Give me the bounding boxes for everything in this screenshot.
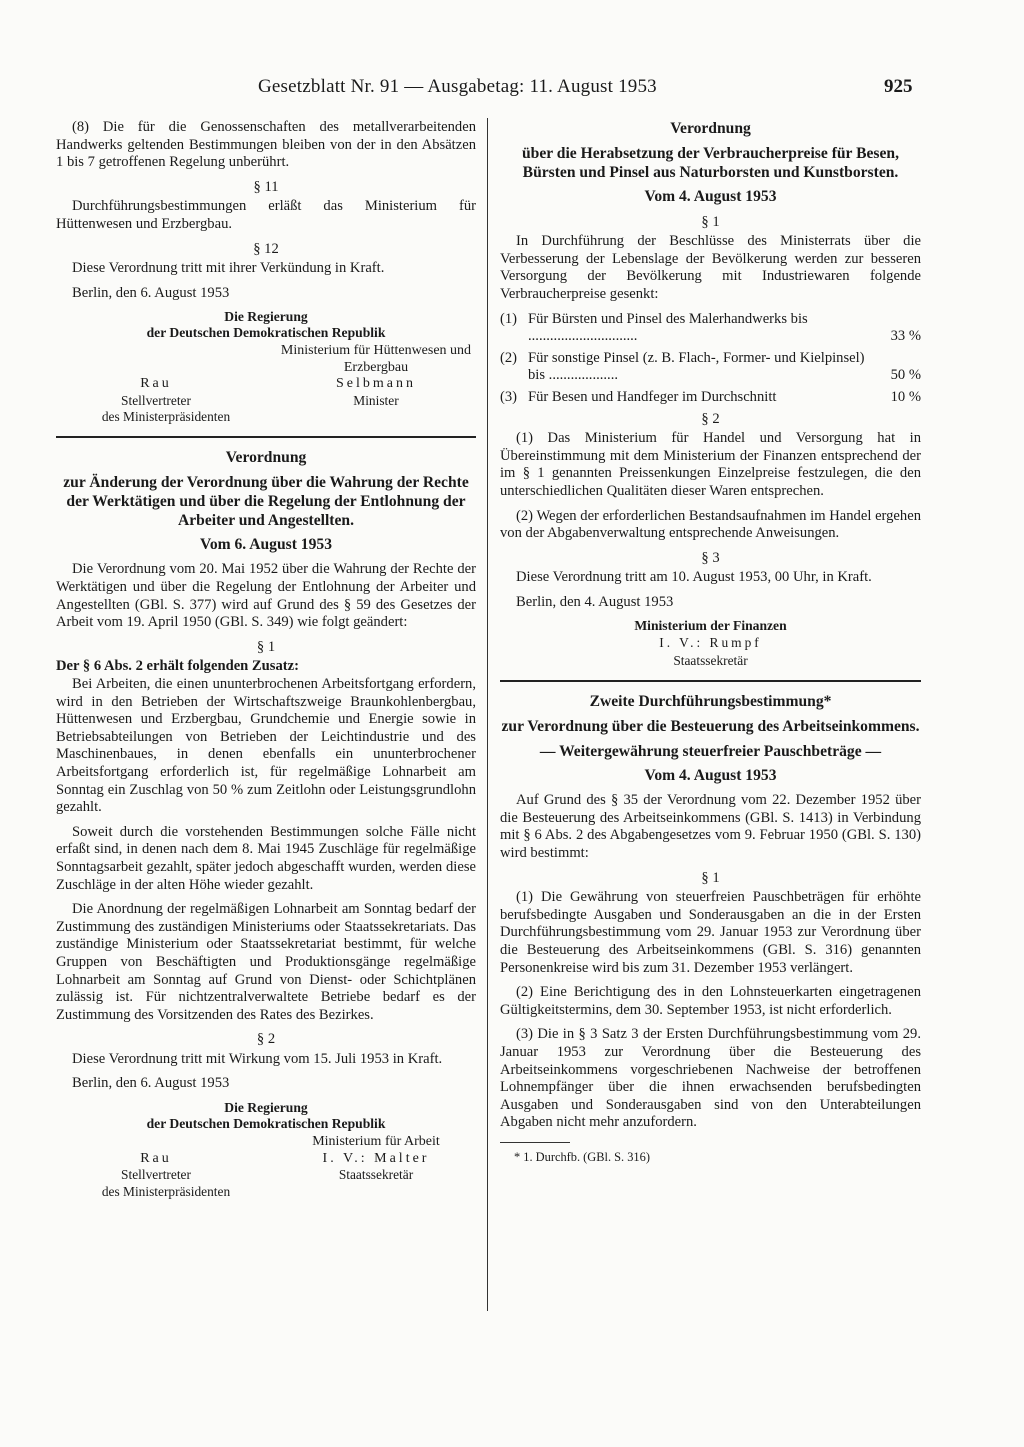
signatory-name-right: I. V.: Malter xyxy=(322,1150,430,1166)
page-number: 925 xyxy=(884,76,913,97)
regulation-date: Vom 4. August 1953 xyxy=(644,766,777,784)
section-2-text: Diese Verordnung tritt mit Wirkung vom 15. Juli 1953 in Kraft. xyxy=(72,1050,443,1067)
list-item xyxy=(500,350,921,385)
footnote-rule xyxy=(500,1142,570,1143)
page-header xyxy=(0,76,1024,102)
ordinance-date: Vom 4. August 1953 xyxy=(644,188,777,205)
signatory-role-left-2: des Ministerpräsidenten xyxy=(101,409,231,425)
signatory-name-right: Selbmann xyxy=(336,376,416,392)
government-line-2: der Deutschen Demokratischen Republik xyxy=(146,1116,386,1132)
ministry-name: Ministerium für Arbeit xyxy=(312,1134,440,1150)
footnote: * 1. Durchfb. (GBl. S. 316) xyxy=(514,1149,650,1164)
ministry-name: Ministerium für Hüttenwesen und Erzbergbau xyxy=(280,343,472,375)
signatory-role-left: Stellvertreter xyxy=(121,1167,191,1183)
place-date: Berlin, den 4. August 1953 xyxy=(516,593,674,610)
section-12-heading: § 12 xyxy=(253,240,279,257)
signatory-name-left: Rau xyxy=(140,376,172,392)
ordinance-subtitle: über die Herabsetzung der Verbraucherpreise für Besen, Bürsten und Pinsel aus Naturborsten und Kunstborsten. xyxy=(522,145,899,181)
signatory-name-left: Rau xyxy=(140,1150,172,1166)
place-date: Berlin, den 6. August 1953 xyxy=(72,284,230,301)
section-1-paragraph-1: (1) Die Gewährung von steuerfreien Pauschbeträgen für erhöhte berufsbedingte Ausgaben und Sonderausgaben an die in der Ersten Durchführungsbestimmung vom 29. Januar 1953 zur Verordnung über die Besteuerung des Arbeitseinkommens (GBl. S. 316) genannten Personenkreise wird bis zum 31. Dezember 1953 verlängert. xyxy=(500,889,921,976)
government-line-2: der Deutschen Demokratischen Republik xyxy=(146,325,386,341)
item-number: (2) xyxy=(500,349,518,366)
paragraph-8: (8) Die für die Genossenschaften des metallverarbeitenden Handwerks geltenden Bestimmungen bleiben von der in den Absätzen 1 bis 7 getroffenen Regelung unberührt. xyxy=(56,119,476,171)
section-3-heading: § 3 xyxy=(701,549,720,566)
section-rule xyxy=(56,436,476,438)
section-11-text: Durchführungsbestimmungen erläßt das Ministerium für Hüttenwesen und Erzbergbau. xyxy=(56,198,476,232)
signatory-role: Staatssekretär xyxy=(673,653,748,669)
list-item xyxy=(500,311,921,346)
section-1-paragraph-2: (2) Eine Berichtigung des in den Lohnsteuerkarten eingetragenen Gültigkeitstermins, dem 30. September 1953, ist nicht erforderlich. xyxy=(500,984,921,1018)
ordinance-date: Vom 6. August 1953 xyxy=(200,535,332,553)
item-text: Für Besen und Handfeger im Durchschnitt xyxy=(528,388,777,405)
item-value: 50 % xyxy=(890,367,921,384)
section-rule xyxy=(500,680,921,682)
section-1-lead: Der § 6 Abs. 2 erhält folgenden Zusatz: xyxy=(56,658,299,675)
regulation-subtitle-2: — Weitergewährung steuerfreier Pauschbeträge — xyxy=(539,742,882,760)
column-divider xyxy=(487,118,488,1311)
ministry-name: Ministerium der Finanzen xyxy=(634,618,787,634)
section-2-paragraph-2: (2) Wegen der erforderlichen Bestandsaufnahmen im Handel ergehen von der Abgabenverwaltung entsprechende Anweisungen. xyxy=(500,507,921,542)
ordinance-title: Verordnung xyxy=(225,448,307,466)
section-2-heading: § 2 xyxy=(701,410,720,427)
signatory-role-left: Stellvertreter xyxy=(121,392,191,408)
section-11-heading: § 11 xyxy=(253,178,279,195)
item-text: Für sonstige Pinsel (z. B. Flach-, Former- und Kielpinsel) bis ................... xyxy=(528,349,865,384)
section-12-text: Diese Verordnung tritt mit ihrer Verkündung in Kraft. xyxy=(72,260,385,277)
signature-block-2 xyxy=(56,1100,476,1200)
section-1-paragraph-3: (3) Die in § 3 Satz 3 der Ersten Durchführungsbestimmung vom 29. Januar 1953 zur Verordnung über die Besteuerung des Arbeitseinkommens vorgeschriebenen Nachweise der betroffenen Lohnempfänger über die ihnen erwachsenden berufsbedingten Ausgaben und Sonderausgaben sind von den Unterabteilungen Abgaben nicht mehr anzufordern. xyxy=(500,1026,921,1131)
signatory-role-right: Minister xyxy=(353,392,399,408)
regulation-intro: Auf Grund des § 35 der Verordnung vom 22. Dezember 1952 über die Besteuerung des Arbeitseinkommens (GBl. S. 1413) in Verbindung mit § 6 Abs. 2 des Abgabengesetzes vom 9. Februar 1950 (GBl. S. 130) wird bestimmt: xyxy=(500,792,921,862)
item-value: 10 % xyxy=(890,388,921,405)
signatory-role-right: Staatssekretär xyxy=(338,1167,414,1183)
ordinance-subtitle: zur Änderung der Verordnung über die Wahrung der Rechte der Werktätigen und über die Regelung der Entlohnung der Arbeiter und Angestellten. xyxy=(63,473,469,529)
government-line-1: Die Regierung xyxy=(224,309,308,325)
section-2-paragraph-1: (1) Das Ministerium für Handel und Versorgung hat in Übereinstimmung mit dem Ministerium der Finanzen entsprechend der im § 1 genannten Preissenkungen Einzelpreise festzulegen, die den unterschiedlichen Qualitäten dieser Waren entsprechen. xyxy=(500,430,921,499)
signature-block xyxy=(56,309,476,426)
section-2-heading: § 2 xyxy=(256,1031,276,1048)
item-number: (3) xyxy=(500,388,518,405)
signatory-name: I. V.: Rumpf xyxy=(659,635,762,651)
regulation-subtitle: zur Verordnung über die Besteuerung des Arbeitseinkommens. xyxy=(501,717,920,735)
section-1-text: In Durchführung der Beschlüsse des Ministerrats über die Verbesserung der Lebenslage der Bevölkerung werden zur besseren Versorgung der Bevölkerung mit Industriewaren folgende Verbraucherpreise gesenkt: xyxy=(500,233,921,302)
section-1-heading: § 1 xyxy=(701,869,720,886)
section-1-paragraph-1: Bei Arbeiten, die einen ununterbrochenen Arbeitsfortgang erfordern, wird in den Betrieben der Wirtschaftszweige Braunkohlenbergbau, Hüttenwesen und Erzbergbau, Grundchemie und Energie sowie in Betriebsabteilungen von Betrieben der Leichtindustrie und des Maschinenbaues, in denen ebenfalls ein ununterbrochener Arbeitsfortgang erforderlich ist, für regelmäßige Lohnarbeit am Sonntag ein Zuschlag von 50 % zum Zeitlohn oder Leistungsgrundlohn gezahlt. xyxy=(56,676,476,816)
left-column xyxy=(56,119,476,1200)
right-column xyxy=(500,119,921,1167)
section-1-paragraph-2: Soweit durch die vorstehenden Bestimmungen solche Fälle nicht erfaßt sind, in denen nach dem 8. Mai 1945 Zuschläge für regelmäßige Sonntagsarbeit gezahlt, später jedoch abgeschafft wurden, werden diese Zuschläge in der alten Höhe wieder gezahlt. xyxy=(56,823,476,893)
section-1-paragraph-3: Die Anordnung der regelmäßigen Lohnarbeit am Sonntag bedarf der Zustimmung des zuständigen Ministeriums oder Staatssekretariats. Das zuständige Ministerium oder Staatssekretariat bestimmt, für welche Gruppen von Beschäftigten und Produktionsgänge regelmäßige Lohnarbeit am Sonntag auf Grund von Dienst- oder Schichtplänen zulässig ist. Für nichtzentralverwaltete Betriebe bedarf es der Zustimmung des Vorsitzenden des Rates des Bezirkes. xyxy=(56,901,476,1023)
section-1-heading: § 1 xyxy=(701,213,720,230)
section-3-text: Diese Verordnung tritt am 10. August 1953, 00 Uhr, in Kraft. xyxy=(516,569,872,586)
signatory-role-left-2: des Ministerpräsidenten xyxy=(101,1183,231,1199)
item-value: 33 % xyxy=(890,328,921,345)
item-text: Für Bürsten und Pinsel des Malerhandwerks bis .............................. xyxy=(528,310,808,345)
list-item xyxy=(500,389,921,407)
ordinance-intro: Die Verordnung vom 20. Mai 1952 über die Wahrung der Rechte der Werktätigen und über die Regelung der Entlohnung der Arbeiter und Angestellten (GBl. S. 377) wird auf Grund des § 59 des Gesetzes der Arbeit vom 19. April 1950 (GBl. S. 349) wie folgt geändert: xyxy=(56,561,476,631)
government-line-1: Die Regierung xyxy=(224,1100,308,1116)
item-number: (1) xyxy=(500,310,518,327)
section-1-heading: § 1 xyxy=(256,638,276,655)
regulation-title: Zweite Durchführungsbestimmung* xyxy=(589,692,832,710)
ordinance-title: Verordnung xyxy=(670,120,751,137)
place-date-2: Berlin, den 6. August 1953 xyxy=(72,1075,230,1092)
gazette-title: Gesetzblatt Nr. 91 — Ausgabetag: 11. August 1953 xyxy=(258,76,657,97)
price-reduction-list xyxy=(500,311,921,407)
